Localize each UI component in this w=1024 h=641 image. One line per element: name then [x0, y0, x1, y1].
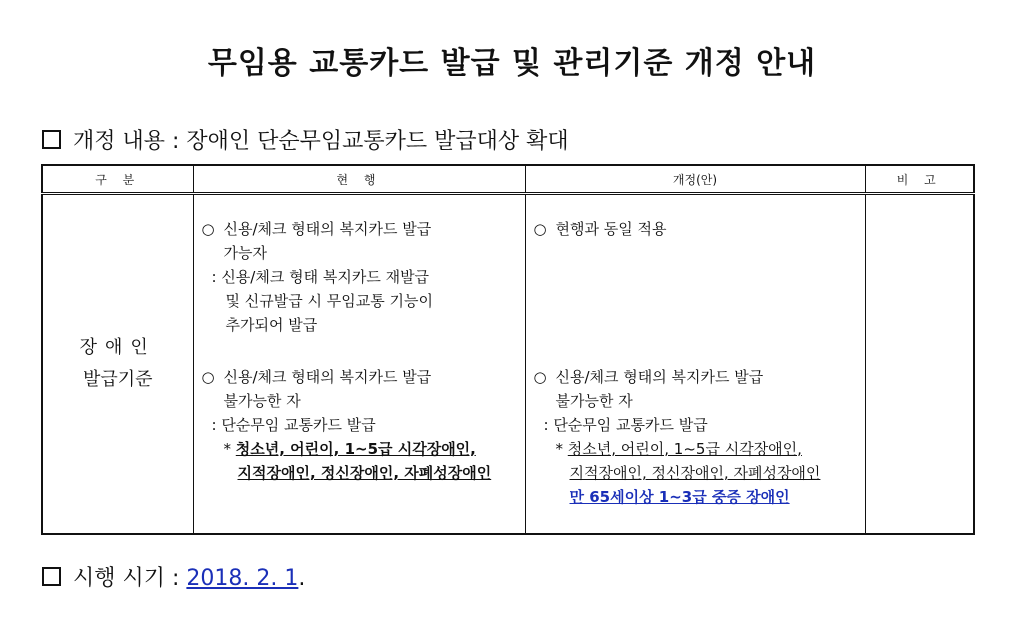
- note-cell: [865, 194, 974, 535]
- text-line: 청소년, 어린이, 1~5급 시각장애인,: [567, 440, 802, 458]
- text-line: 불가능한 자: [223, 392, 301, 410]
- circle-bullet-icon: ○: [201, 368, 215, 386]
- asterisk-mark: *: [555, 440, 563, 458]
- asterisk-mark: *: [223, 440, 231, 458]
- revision-table: [41, 164, 975, 535]
- effective-label: 시행 시기 :: [73, 566, 187, 591]
- text-line: 지적장애인, 정신장애인, 자폐성장애인: [237, 464, 492, 482]
- text-line: 지적장애인, 정신장애인, 자폐성장애인: [569, 464, 821, 482]
- header-current: 현 행: [193, 165, 525, 194]
- text-line: 불가능한 자: [555, 392, 633, 410]
- circle-bullet-icon: ○: [533, 220, 547, 238]
- page-title: 무임용 교통카드 발급 및 관리기준 개정 안내: [207, 46, 817, 81]
- proposed-item-1: [534, 217, 861, 241]
- category-cell: [42, 194, 193, 535]
- table-header-row: [42, 165, 974, 194]
- text-line: 신용/체크 형태의 복지카드 발급: [223, 220, 432, 238]
- text-line: : 단순무임 교통카드 발급: [543, 416, 708, 434]
- current-item-2: [202, 365, 521, 485]
- text-line: 청소년, 어린이, 1~5급 시각장애인,: [235, 440, 476, 458]
- header-proposed: 개정(안): [525, 165, 865, 194]
- highlighted-addition: 만 65세이상 1~3급 중증 장애인: [569, 488, 790, 506]
- category-line-2: 발급기준: [82, 369, 153, 390]
- revision-content-heading: [42, 124, 569, 155]
- proposed-cell: [525, 194, 865, 535]
- circle-bullet-icon: ○: [201, 220, 215, 238]
- text-line: : 단순무임 교통카드 발급: [211, 416, 376, 434]
- table-row: [42, 194, 974, 535]
- text-line: 가능자: [223, 244, 267, 262]
- current-item-1: [202, 217, 521, 337]
- effective-date: 2018. 2. 1: [186, 566, 299, 591]
- category-line-1: 장애인: [79, 337, 156, 358]
- text-line: 현행과 동일 적용: [555, 220, 667, 238]
- text-line: 신용/체크 형태의 복지카드 발급: [223, 368, 432, 386]
- text-line: 신용/체크 형태의 복지카드 발급: [555, 368, 764, 386]
- text-line: : 신용/체크 형태 복지카드 재발급: [211, 268, 430, 286]
- checkbox-square-icon: [42, 567, 61, 586]
- revision-content-label: 개정 내용 : 장애인 단순무임교통카드 발급대상 확대: [73, 129, 569, 154]
- effective-date-line: [42, 561, 305, 592]
- header-note: 비 고: [865, 165, 974, 194]
- circle-bullet-icon: ○: [533, 368, 547, 386]
- current-cell: [193, 194, 525, 535]
- effective-suffix: .: [298, 566, 306, 591]
- checkbox-square-icon: [42, 130, 61, 149]
- text-line: 추가되어 발급: [225, 316, 318, 334]
- text-line: 및 신규발급 시 무임교통 기능이: [225, 292, 433, 310]
- proposed-item-2: [534, 365, 861, 509]
- header-category: 구 분: [42, 165, 193, 194]
